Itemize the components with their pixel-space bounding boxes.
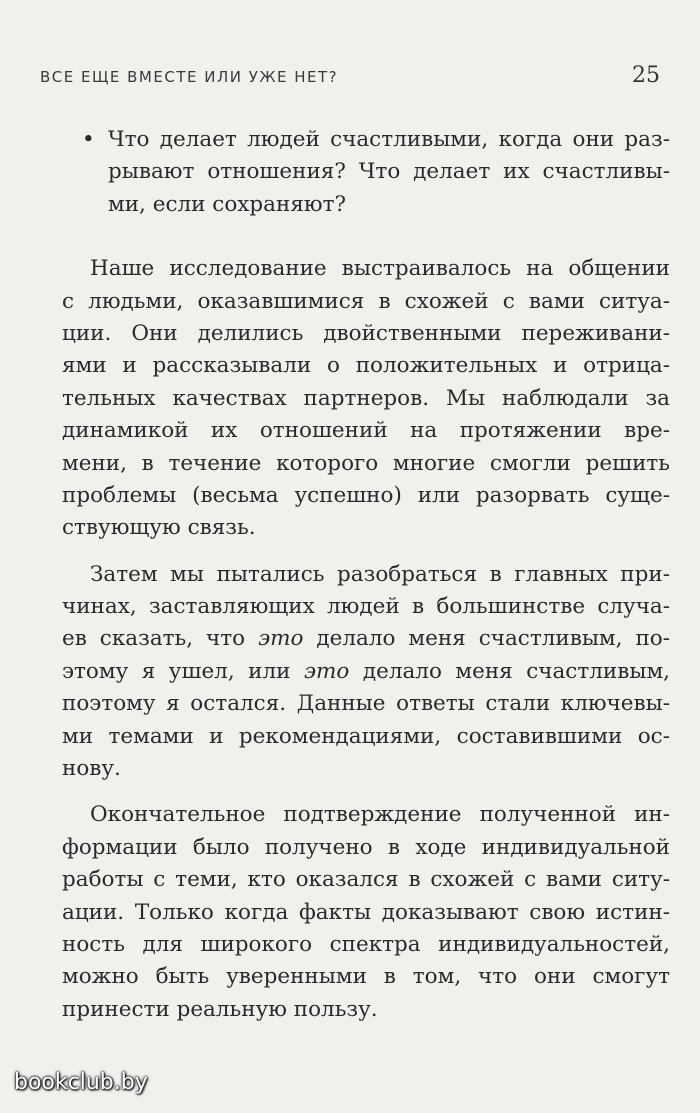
text-segment: делало меня счастливым, по- <box>303 626 670 652</box>
text-line: можно быть уверенными в том, что они смогут <box>62 964 670 990</box>
paragraph-gap <box>62 221 670 253</box>
text-line: тельных качествах партнеров. Мы наблюдали за <box>62 385 670 411</box>
paragraph-gap <box>62 785 670 799</box>
text-segment: этому я ушел, или <box>62 658 304 684</box>
body-text <box>62 124 670 1026</box>
emphasis-text: это <box>258 626 304 652</box>
text-line: ации. Только когда факты доказывают свою истин- <box>62 899 670 925</box>
watermark: bookclub.by <box>14 1070 148 1095</box>
text-line: ность для широкого спектра индивидуальностей, <box>62 931 670 957</box>
bullet-icon: • <box>82 127 95 152</box>
text-line: ми, если сохраняют? <box>108 191 347 217</box>
text-line: динамикой их отношений на протяжении вре- <box>62 418 670 444</box>
paragraph-gap <box>62 545 670 559</box>
text-line: проблемы (весьма успешно) или разорвать суще- <box>62 482 670 508</box>
text-line: Окончательное подтверждение полученной ин- <box>90 802 670 828</box>
text-line: работы с теми, кто оказался в схожей с вами ситу- <box>62 867 670 893</box>
text-line: мени, в течение которого многие смогли решить <box>62 450 670 476</box>
text-line: Что делает людей счастливыми, когда они раз- <box>108 127 670 152</box>
text-line: поэтому я остался. Данные ответы стали ключевы- <box>62 691 670 717</box>
text-line <box>62 656 670 688</box>
paragraph <box>62 559 670 786</box>
page-number: 25 <box>632 63 660 88</box>
text-line: формации было получено в ходе индивидуальной <box>62 834 670 860</box>
text-line: ми темами и рекомендациями, составившими ос- <box>62 723 670 749</box>
paragraph <box>62 253 670 545</box>
bullet-item <box>82 124 670 221</box>
text-line: чинах, заставляющих людей в большинстве случа- <box>62 594 670 620</box>
paragraph <box>62 799 670 1026</box>
text-line: принести реальную пользу. <box>62 996 378 1022</box>
text-line: Наше исследование выстраивалось на общении <box>90 256 670 282</box>
text-line: ствующую связь. <box>62 515 256 541</box>
text-segment: ев сказать, что <box>62 626 259 652</box>
running-title: ВСЕ ЕЩЕ ВМЕСТЕ ИЛИ УЖЕ НЕТ? <box>40 68 339 86</box>
text-line: рывают отношения? Что делает их счастливы- <box>108 159 670 185</box>
text-segment: делало меня счастливым, <box>349 658 671 684</box>
emphasis-text: это <box>303 658 350 684</box>
text-line: с людьми, оказавшимися в схожей с вами ситуа- <box>62 288 670 314</box>
text-line: нову. <box>62 756 121 782</box>
text-line: ции. Они делились двойственными переживани- <box>62 320 670 346</box>
text-line: Затем мы пытались разобраться в главных при- <box>90 561 670 587</box>
text-line <box>62 623 670 655</box>
text-line: ями и рассказывали о положительных и отрица- <box>62 353 670 379</box>
